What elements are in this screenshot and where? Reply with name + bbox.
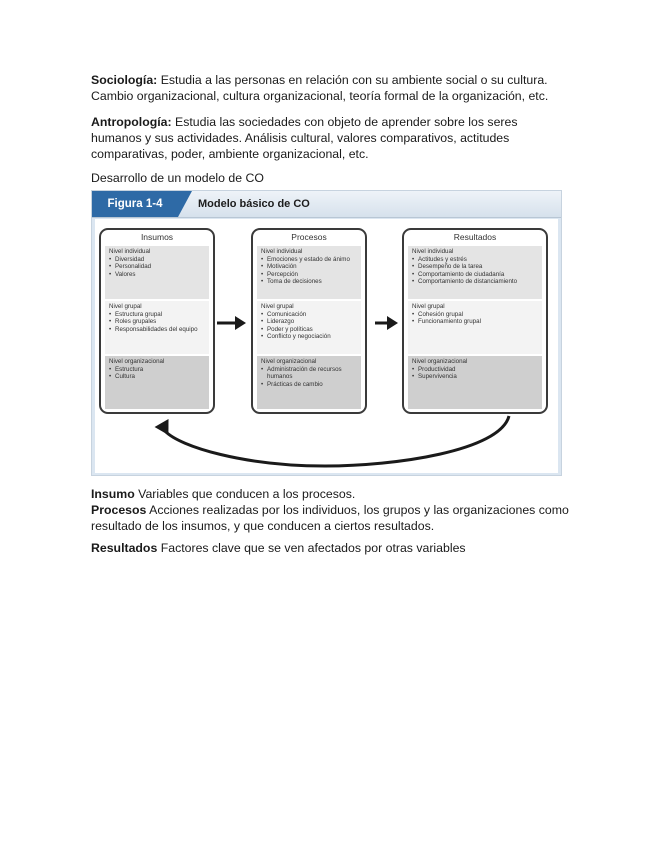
column-insumos (99, 228, 215, 414)
list-item: • Diversidad (109, 256, 205, 264)
list-item: • Funcionamiento grupal (412, 318, 538, 326)
cell-resultados-grupal (408, 301, 542, 354)
list-item: • Comportamiento de ciudadanía (412, 271, 538, 279)
cell-procesos-organizacional (257, 356, 361, 409)
procesos-definition (91, 502, 571, 534)
list-item: • Responsabilidades del equipo (109, 326, 205, 334)
procesos-text: Acciones realizadas por los individuos, los grupos y las organizaciones como resultado de los insumos, y que conducen a ciertos resultados. (91, 503, 569, 533)
arrow-procesos-resultados (375, 316, 398, 330)
cell-title: Nivel individual (261, 248, 303, 255)
list-item: • Comunicación (261, 311, 357, 319)
list-item: • Emociones y estado de ánimo (261, 256, 357, 264)
cell-insumos-organizacional (105, 356, 209, 409)
insumo-definition (91, 486, 571, 502)
list-item: • Poder y políticas (261, 326, 357, 334)
list-item: • Valores (109, 271, 205, 279)
figure-label-tab (178, 191, 192, 217)
antropologia-label: Antropología: (91, 115, 172, 129)
column-header: Procesos (291, 232, 327, 242)
insumo-label: Insumo (91, 487, 135, 501)
feedback-arrow (155, 415, 509, 466)
cell-title: Nivel individual (109, 248, 151, 255)
desarrollo-heading: Desarrollo de un modelo de CO (91, 171, 264, 185)
cell-insumos-individual (105, 246, 209, 299)
resultados-label: Resultados (91, 541, 158, 555)
list-item: • Motivación (261, 263, 357, 271)
list-item: • Supervivencia (412, 373, 538, 381)
cell-title: Nivel individual (412, 248, 454, 255)
list-item: • Productividad (412, 366, 538, 374)
column-header: Insumos (140, 232, 174, 242)
list-item: • Cohesión grupal (412, 311, 538, 319)
cell-title: Nivel grupal (109, 303, 142, 310)
antropologia-text: Estudia las sociedades con objeto de aprender sobre los seres humanos y sus actividades. Análisis cultural, valores comparativos, actitudes comparativas, poder, ambiente organizacional, etc. (91, 115, 518, 161)
column-procesos (251, 228, 367, 414)
list-item: • Liderazgo (261, 318, 357, 326)
list-item: • Desempeño de la tarea (412, 263, 538, 271)
list-item: • Estructura (109, 366, 205, 374)
resultados-definition (91, 540, 571, 556)
cell-insumos-grupal (105, 301, 209, 354)
list-item: • Personalidad (109, 263, 205, 271)
cell-title: Nivel organizacional (261, 358, 317, 365)
cell-resultados-individual (408, 246, 542, 299)
sociologia-text: Estudia a las personas en relación con su ambiente social o su cultura. Cambio organizacional, cultura organizacional, teoría formal de la organización, etc. (91, 73, 549, 103)
figure-label: Figura 1-4 (92, 191, 178, 217)
cell-resultados-organizacional (408, 356, 542, 409)
list-item: • Toma de decisiones (261, 278, 357, 286)
cell-procesos-grupal (257, 301, 361, 354)
list-item: • Administración de recursos humanos (261, 366, 357, 381)
cell-title: Nivel grupal (412, 303, 445, 310)
cell-title: Nivel organizacional (109, 358, 165, 365)
figure-modelo-basico (91, 190, 562, 476)
column-header: Resultados (453, 232, 497, 242)
list-item: • Conflicto y negociación (261, 333, 357, 341)
cell-title: Nivel grupal (261, 303, 294, 310)
cell-procesos-individual (257, 246, 361, 299)
list-item: • Comportamiento de distanciamiento (412, 278, 538, 286)
list-item: • Percepción (261, 271, 357, 279)
arrow-insumos-procesos (217, 316, 246, 330)
figure-title: Modelo básico de CO (198, 198, 310, 210)
sociologia-label: Sociología: (91, 73, 158, 87)
procesos-label: Procesos (91, 503, 147, 517)
list-item: • Prácticas de cambio (261, 381, 357, 389)
list-item: • Estructura grupal (109, 311, 205, 319)
figure-header (92, 191, 561, 218)
insumo-text: Variables que conducen a los procesos. (134, 487, 356, 501)
sociologia-paragraph (91, 72, 571, 104)
antropologia-paragraph (91, 114, 571, 162)
list-item: • Roles grupales (109, 318, 205, 326)
list-item: • Actitudes y estrés (412, 256, 538, 264)
figure-body (95, 219, 558, 473)
list-item: • Cultura (109, 373, 205, 381)
column-resultados (402, 228, 548, 414)
resultados-text: Factores clave que se ven afectados por otras variables (157, 541, 466, 555)
cell-title: Nivel organizacional (412, 358, 468, 365)
